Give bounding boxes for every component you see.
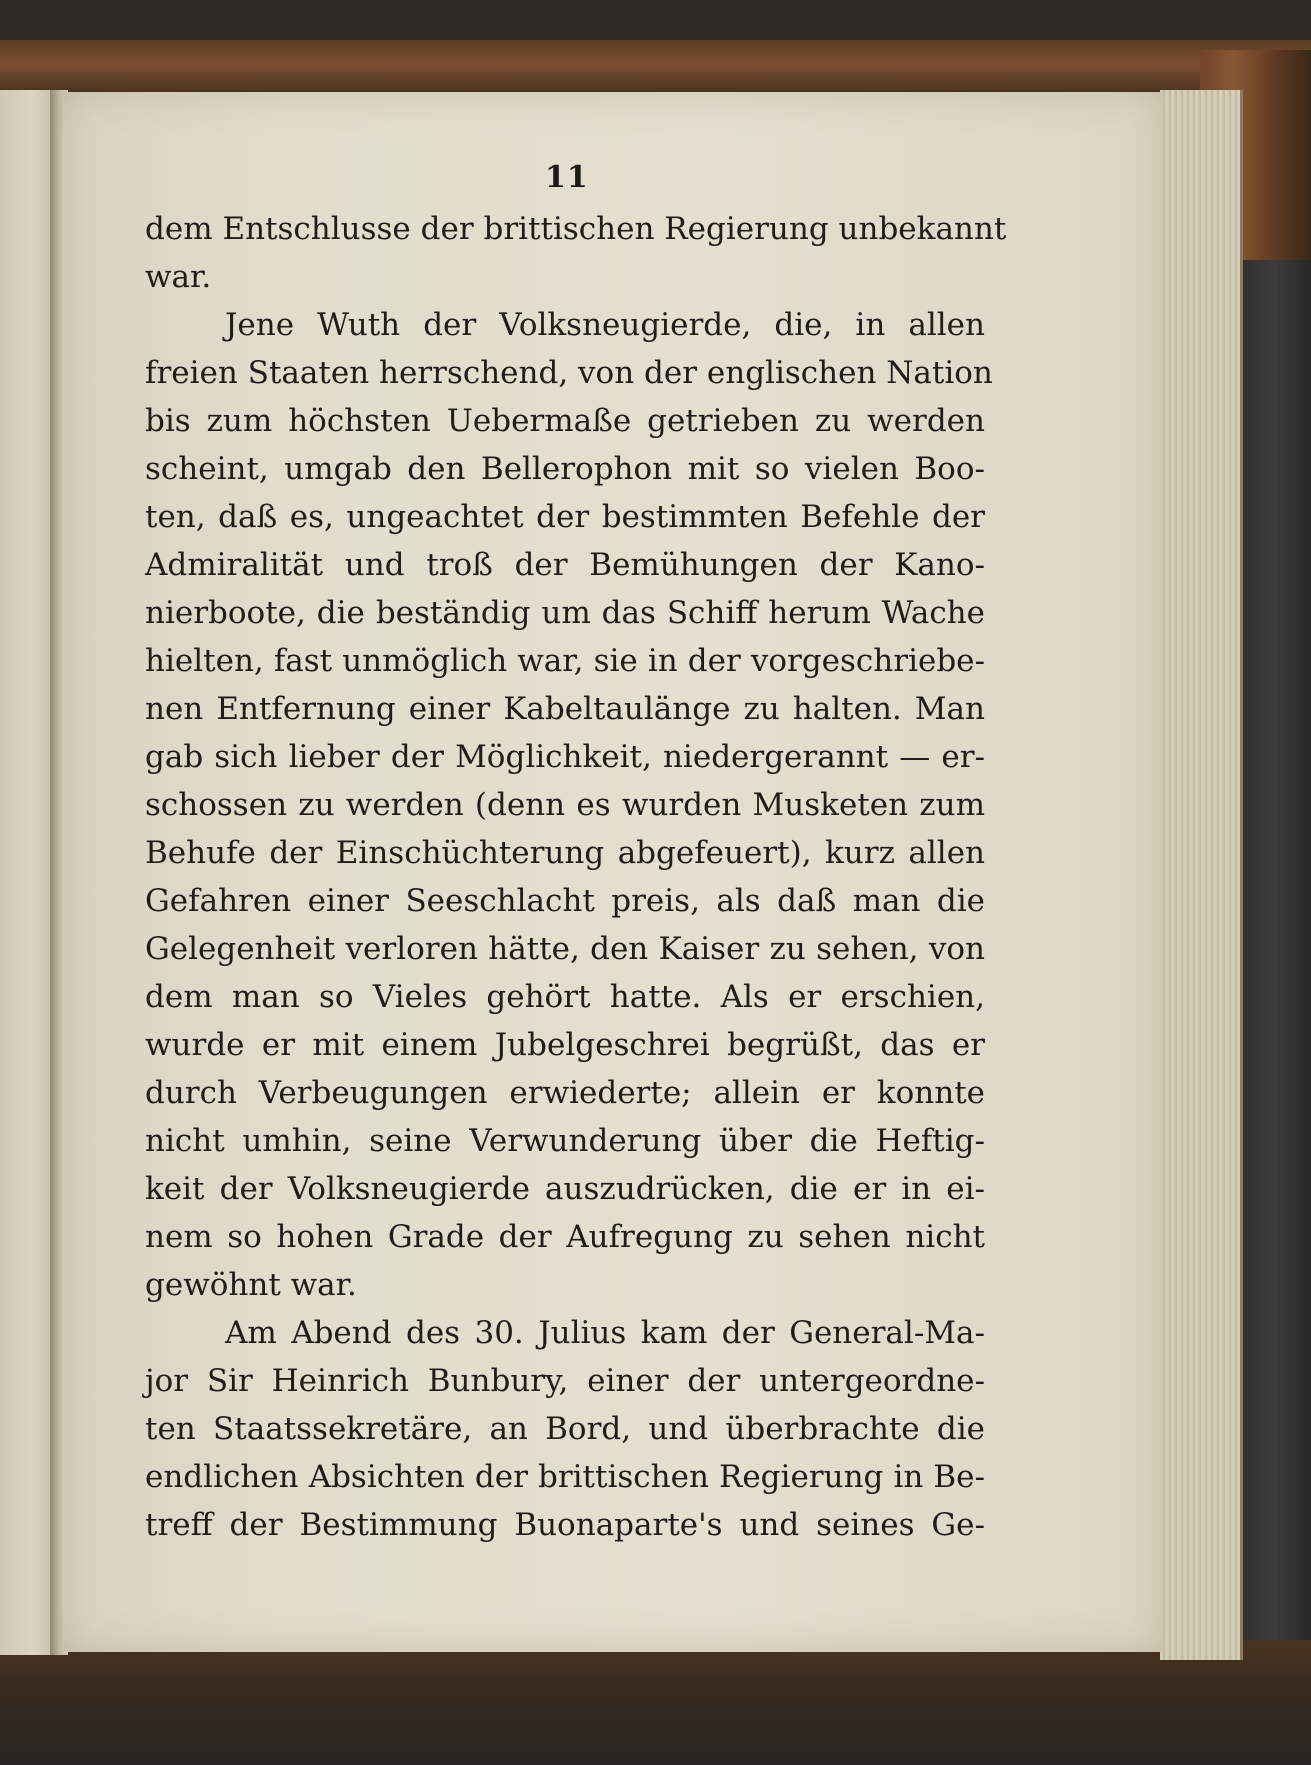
text-line: gab sich lieber der Möglichkeit, niedergerannt — er-: [145, 739, 985, 775]
text-line: treff der Bestimmung Buonaparte's und seines Ge-: [145, 1507, 985, 1543]
text-line: nen Entfernung einer Kabeltaulänge zu halten. Man: [145, 691, 985, 727]
text-line: Behufe der Einschüchterung abgefeuert), kurz allen: [145, 835, 985, 871]
body-text: [145, 205, 1007, 1549]
text-line: nierboote, die beständig um das Schiff herum Wache: [145, 595, 985, 631]
text-line: hielten, fast unmöglich war, sie in der vorgeschriebe-: [145, 643, 985, 679]
text-line: dem man so Vieles gehört hatte. Als er erschien,: [145, 979, 985, 1015]
text-line: jor Sir Heinrich Bunbury, einer der untergeordne-: [145, 1363, 985, 1399]
facing-page-edge: [0, 90, 56, 1655]
text-line: keit der Volksneugierde auszudrücken, die er in ei-: [145, 1171, 985, 1207]
text-line: ten, daß es, ungeachtet der bestimmten Befehle der: [145, 499, 985, 535]
text-line: nicht umhin, seine Verwunderung über die Heftig-: [145, 1123, 985, 1159]
text-line: schossen zu werden (denn es wurden Musketen zum: [145, 787, 985, 823]
text-line: freien Staaten herrschend, von der englischen Nation: [145, 355, 993, 391]
text-line: Jene Wuth der Volksneugierde, die, in allen: [225, 307, 985, 343]
text-line: dem Entschlusse der brittischen Regierung unbekannt: [145, 211, 1007, 247]
text-line: ten Staatssekretäre, an Bord, und überbrachte die: [145, 1411, 985, 1447]
text-line: Admiralität und troß der Bemühungen der Kano-: [145, 547, 985, 583]
text-line: durch Verbeugungen erwiederte; allein er konnte: [145, 1075, 985, 1111]
text-line: war.: [145, 259, 212, 295]
text-line: scheint, umgab den Bellerophon mit so vielen Boo-: [145, 451, 985, 487]
text-line: nem so hohen Grade der Aufregung zu sehen nicht: [145, 1219, 985, 1255]
book-spine-panel: [1240, 260, 1311, 1640]
text-line: bis zum höchsten Uebermaße getrieben zu werden: [145, 403, 985, 439]
text-line: Gelegenheit verloren hätte, den Kaiser zu sehen, von: [145, 931, 985, 967]
text-line: gewöhnt war.: [145, 1267, 357, 1303]
book-cover-bottom-edge: [0, 1640, 1311, 1765]
book-cover-top-edge: [0, 40, 1311, 100]
text-line: Gefahren einer Seeschlacht preis, als daß man die: [145, 883, 985, 919]
text-line: Am Abend des 30. Julius kam der General-Ma-: [225, 1315, 985, 1351]
text-line: wurde er mit einem Jubelgeschrei begrüßt, das er: [145, 1027, 985, 1063]
page-number: 11: [545, 160, 589, 195]
text-line: endlichen Absichten der brittischen Regierung in Be-: [145, 1459, 985, 1495]
page-fore-edge: [1160, 90, 1243, 1660]
